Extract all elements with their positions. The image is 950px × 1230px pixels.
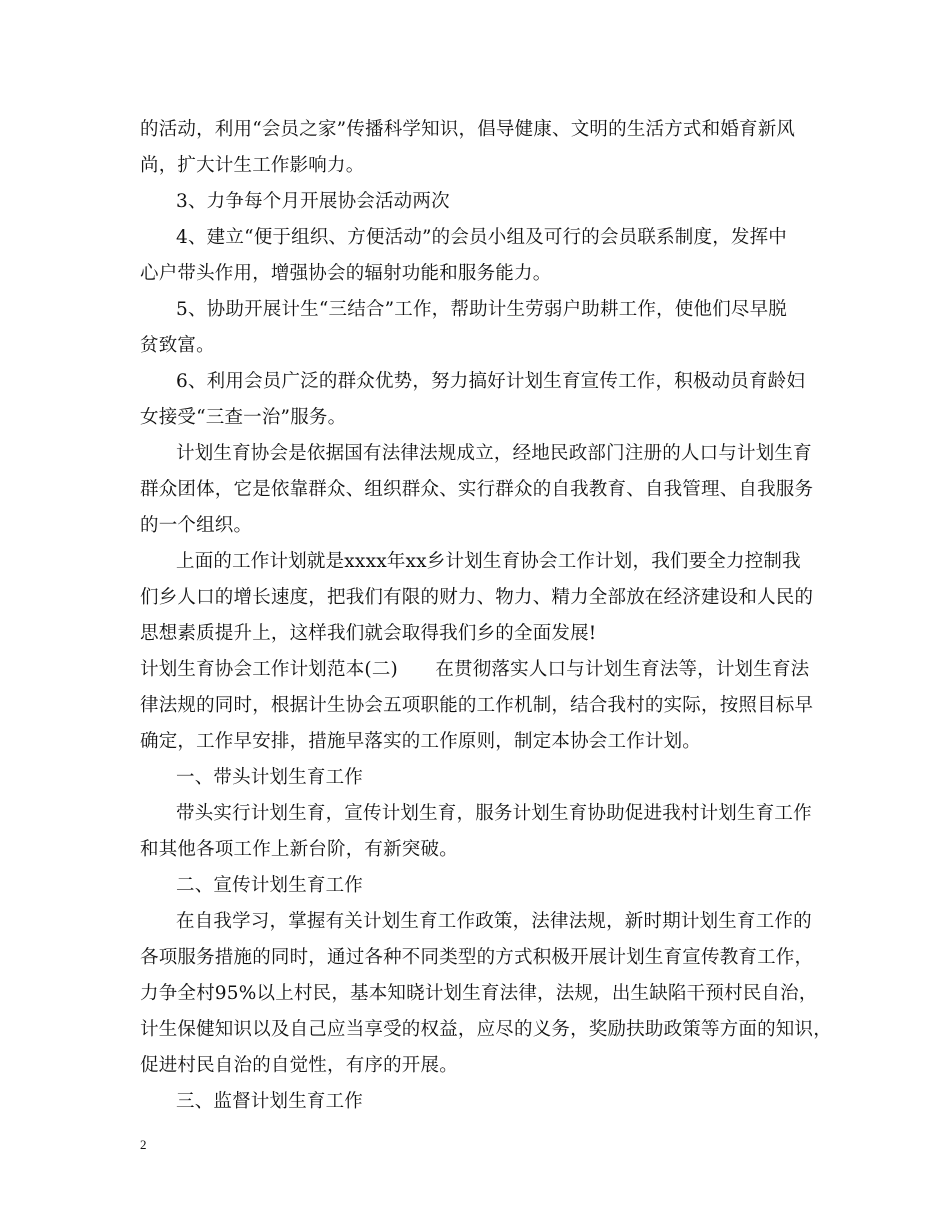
text-line: 心户带头作用，增强协会的辐射功能和服务能力。 [140, 263, 552, 284]
text-line: 3、力争每个月开展协会活动两次 [176, 191, 450, 212]
text-line: 力争全村95%以上村民，基本知晓计划生育法律，法规，出生缺陷干预村民自治， [140, 983, 818, 1004]
text-line: 计划生育协会工作计划范本(二) 在贯彻落实人口与计划生育法等，计划生育法 [140, 659, 810, 680]
text-line: 6、利用会员广泛的群众优势，努力搞好计划生育宣传工作，积极动员育龄妇 [176, 371, 806, 392]
text-line: 尚，扩大计生工作影响力。 [140, 155, 365, 176]
text-line: 群众团体，它是依靠群众、组织群众、实行群众的自我教育、自我管理、自我服务 [140, 479, 814, 500]
text-line: 促进村民自治的自觉性，有序的开展。 [140, 1055, 458, 1076]
text-line: 4、建立“便于组织、方便活动”的会员小组及可行的会员联系制度，发挥中 [176, 227, 787, 248]
text-line: 贫致富。 [140, 335, 215, 356]
text-line: 各项服务措施的同时，通过各种不同类型的方式积极开展计划生育宣传教育工作， [140, 947, 814, 968]
section-heading: 三、监督计划生育工作 [176, 1091, 364, 1112]
text-line: 女接受“三查一治”服务。 [140, 407, 347, 428]
text-line: 律法规的同时，根据计生协会五项职能的工作机制，结合我村的实际，按照目标早 [140, 695, 814, 716]
text-line: 和其他各项工作上新台阶，有新突破。 [140, 839, 458, 860]
text-line: 5、协助开展计生“三结合”工作，帮助计生劳弱户助耕工作，使他们尽早脱 [176, 299, 787, 320]
text-line: 思想素质提升上，这样我们就会取得我们乡的全面发展! [140, 623, 597, 644]
text-line: 上面的工作计划就是xxxx年xx乡计划生育协会工作计划，我们要全力控制我 [176, 551, 801, 572]
section-heading: 二、宣传计划生育工作 [176, 875, 364, 896]
text-line: 的一个组织。 [140, 515, 253, 536]
text-line: 计生保健知识以及自己应当享受的权益，应尽的义务，奖励扶助政策等方面的知识， [140, 1019, 832, 1040]
text-line: 带头实行计划生育，宣传计划生育，服务计划生育协助促进我村计划生育工作 [176, 803, 812, 824]
text-line: 在自我学习，掌握有关计划生育工作政策，法律法规，新时期计划生育工作的 [176, 911, 812, 932]
text-line: 确定，工作早安排，措施早落实的工作原则，制定本协会工作计划。 [140, 731, 702, 752]
text-line: 们乡人口的增长速度，把我们有限的财力、物力、精力全部放在经济建设和人民的 [140, 587, 814, 608]
page-number: 2 [140, 1137, 147, 1152]
text-line: 的活动，利用“会员之家”传播科学知识，倡导健康、文明的生活方式和婚育新风 [140, 119, 796, 140]
section-heading: 一、带头计划生育工作 [176, 767, 364, 788]
text-line: 计划生育协会是依据国有法律法规成立，经地民政部门注册的人口与计划生育 [176, 443, 812, 464]
